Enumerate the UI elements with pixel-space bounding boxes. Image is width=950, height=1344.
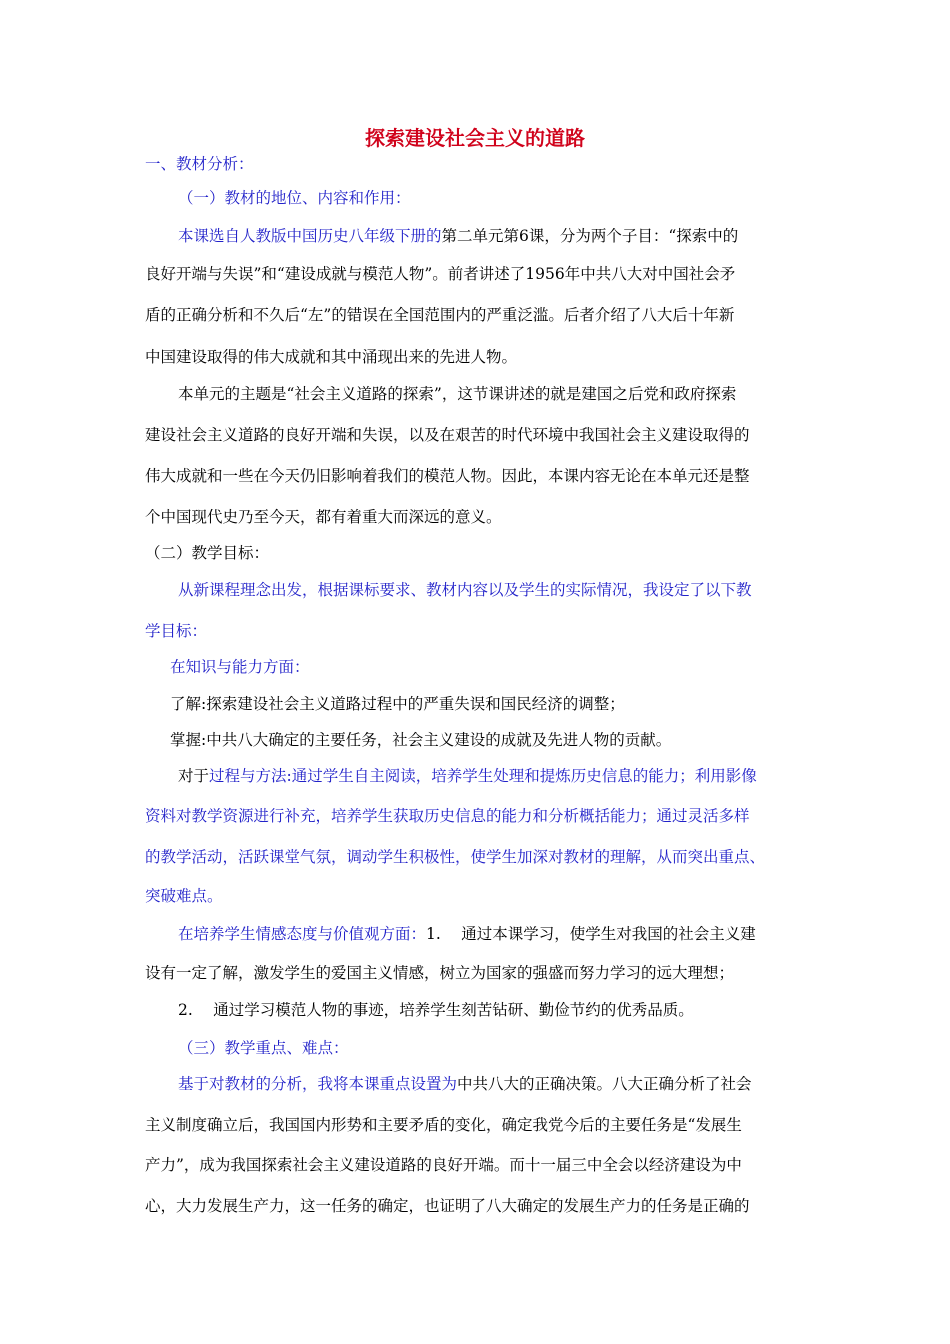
text-segment: 中国建设取得的伟大成就和其中涌现出来的先进人物。	[145, 348, 518, 366]
text-segment: 伟大成就和一些在今天仍旧影响着我们的模范人物。因此，本课内容无论在本单元还是整	[145, 467, 750, 485]
paragraph-line	[178, 998, 843, 1022]
text-segment: 本课选自人教版中国历史八年级下册的	[178, 227, 442, 245]
document-title: 探索建设社会主义的道路	[365, 126, 585, 150]
paragraph-line	[145, 1113, 810, 1137]
subheading-status-content	[178, 186, 843, 210]
paragraph-line	[145, 345, 810, 369]
paragraph-line	[145, 505, 810, 529]
paragraph-line	[145, 262, 810, 286]
paragraph-line	[145, 619, 810, 643]
subheading-teaching-goals	[145, 541, 810, 565]
text-segment: 过程与方法:通过学生自主阅读，培养学生处理和提炼历史信息的能力；利用影像	[209, 767, 757, 785]
paragraph-line	[178, 764, 810, 788]
text-segment: 良好开端与失误”和“建设成就与模范人物”。前者讲述了1956年中共八大对中国社会矛	[145, 265, 736, 283]
text-segment: 心，大力发展生产力，这一任务的确定，也证明了八大确定的发展生产力的任务是正确的	[145, 1197, 750, 1215]
paragraph-line	[178, 922, 810, 946]
text-segment: 学目标：	[145, 622, 208, 640]
paragraph-line	[145, 961, 810, 985]
text-segment: （三）教学重点、难点：	[178, 1039, 349, 1057]
text-segment: 一、教材分析：	[145, 155, 254, 173]
paragraph-line	[145, 464, 810, 488]
text-segment: 第二单元第6课，分为两个子目：“探索中的	[441, 227, 739, 245]
paragraph-line	[145, 1153, 810, 1177]
paragraph-line	[145, 1194, 810, 1218]
text-segment: （一）教材的地位、内容和作用：	[178, 189, 411, 207]
goal-understand	[170, 692, 835, 716]
text-segment: 1. 通过本课学习，使学生对我国的社会主义建	[426, 925, 756, 943]
text-segment: 设有一定了解，激发学生的爱国主义情感，树立为国家的强盛而努力学习的远大理想；	[145, 964, 735, 982]
paragraph-line	[145, 884, 810, 908]
paragraph-line	[178, 382, 810, 406]
text-segment: 了解:探索建设社会主义道路过程中的严重失误和国民经济的调整；	[170, 695, 625, 713]
paragraph-line	[145, 423, 810, 447]
text-segment: 掌握:中共八大确定的主要任务，社会主义建设的成就及先进人物的贡献。	[170, 731, 672, 749]
goal-knowledge-heading	[170, 655, 835, 679]
goal-master	[170, 728, 835, 752]
text-segment: 建设社会主义道路的良好开端和失误，以及在艰苦的时代环境中我国社会主义建设取得的	[145, 426, 750, 444]
paragraph-line	[145, 804, 810, 828]
paragraph-line	[145, 845, 810, 869]
paragraph-line	[178, 578, 810, 602]
text-segment: 主义制度确立后，我国国内形势和主要矛盾的变化，确定我党今后的主要任务是“发展生	[145, 1116, 742, 1134]
text-segment: 从新课程理念出发，根据课标要求、教材内容以及学生的实际情况，我设定了以下教	[178, 581, 752, 599]
paragraph-line	[178, 224, 810, 248]
subheading-key-points	[178, 1036, 843, 1060]
text-segment: 在培养学生情感态度与价值观方面：	[178, 925, 427, 943]
text-segment: 个中国现代史乃至今天，都有着重大而深远的意义。	[145, 508, 502, 526]
text-segment: 的教学活动，活跃课堂气氛，调动学生积极性，使学生加深对教材的理解，从而突出重点、	[145, 848, 766, 866]
text-segment: 突破难点。	[145, 887, 223, 905]
text-segment: 2. 通过学习模范人物的事迹，培养学生刻苦钻研、勤俭节约的优秀品质。	[178, 1001, 694, 1019]
text-segment: 资料对教学资源进行补充，培养学生获取历史信息的能力和分析概括能力；通过灵活多样	[145, 807, 750, 825]
text-segment: 对于	[178, 767, 210, 785]
text-segment: 中共八大的正确决策。八大正确分析了社会	[457, 1075, 752, 1093]
paragraph-line	[178, 1072, 810, 1096]
text-segment: 盾的正确分析和不久后“左”的错误在全国范围内的严重泛滥。后者介绍了八大后十年新	[145, 306, 735, 324]
heading-textbook-analysis	[145, 152, 810, 176]
text-segment: （二）教学目标：	[145, 544, 270, 562]
text-segment: 在知识与能力方面：	[170, 658, 310, 676]
text-segment: 产力”，成为我国探索社会主义建设道路的良好开端。而十一届三中全会以经济建设为中	[145, 1156, 742, 1174]
paragraph-line	[145, 303, 810, 327]
text-segment: 基于对教材的分析，我将本课重点设置为	[178, 1075, 458, 1093]
text-segment: 本单元的主题是“社会主义道路的探索”，这节课讲述的就是建国之后党和政府探索	[178, 385, 737, 403]
